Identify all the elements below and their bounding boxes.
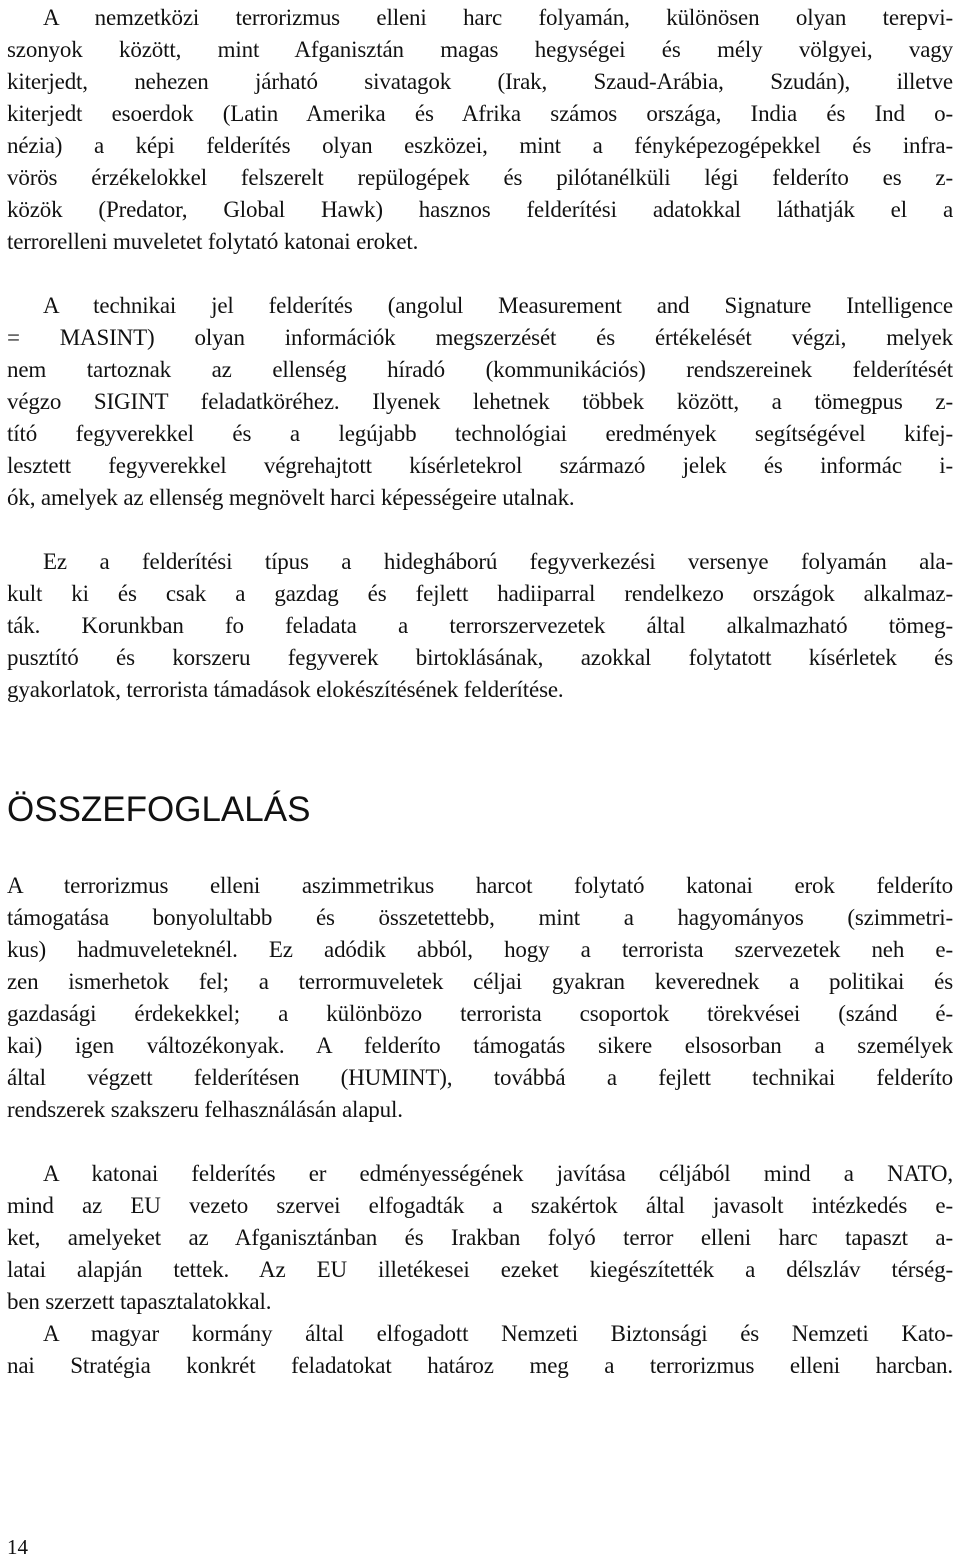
text-line: által végzett felderítésen (HUMINT), továbbá a fejlett technikai felderíto [7,1065,953,1090]
paragraph-reconnaissance-terrain [7,2,953,258]
text-line: pusztító és korszeru fegyverek birtoklásának, azokkal folytatott kísérletek és [7,645,953,670]
paragraph-hungarian-strategy [7,1318,953,1382]
text-line: gazdasági érdekekkel; a különbözo terrorista csoportok törekvései (szánd é- [7,1001,953,1026]
text-line: ket, amelyeket az Afganisztánban és Irakban folyó terror elleni harc tapaszt a- [7,1225,953,1250]
text-line: vörös érzékelokkel felszerelt repülogépek és pilótanélküli légi felderíto es z- [7,165,953,190]
text-line: szonyok között, mint Afganisztán magas hegységei és mély völgyei, vagy [7,37,953,62]
text-line: Ez a felderítési típus a hidegháború fegyverkezési versenye folyamán ala- [43,549,953,574]
text-line: ták. Korunkban fo feladata a terrorszervezetek által alkalmazható tömeg- [7,613,953,638]
page-number: 14 [7,1535,28,1559]
text-line: mind az EU vezeto szervei elfogadták a szakértok által javasolt intézkedés e- [7,1193,953,1218]
paragraph-masint [7,290,953,514]
text-line: A katonai felderítés er edményességének javítása céljából mind a NATO, [43,1161,953,1186]
text-line: = MASINT) olyan információk megszerzését és értékelését végzi, melyek [7,325,953,350]
text-line: gyakorlatok, terrorista támadások elokészítésének felderítése. [7,677,564,702]
section-heading: ÖSSZEFOGLALÁS [7,790,311,829]
text-line: latai alapján tettek. Az EU illetékesei ezeket kiegészítették a délszláv térség- [7,1257,953,1282]
text-line: nem tartoznak az ellenség híradó (kommunikációs) rendszereinek felderítését [7,357,953,382]
text-line: tító fegyverekkel és a legújabb technológiai eredmények segítségével kifej- [7,421,953,446]
paragraph-summary-asymmetric [7,870,953,1126]
text-line: terrorelleni muveletet folytató katonai eroket. [7,229,419,254]
text-line: nai Stratégia konkrét feladatokat határoz meg a terrorizmus elleni harcban. [7,1353,953,1378]
text-line: A magyar kormány által elfogadott Nemzeti Biztonsági és Nemzeti Kato- [43,1321,953,1346]
text-line: lesztett fegyverekkel végrehajtott kísérletekrol származó jelek és informác i- [7,453,953,478]
text-line: A terrorizmus elleni aszimmetrikus harcot folytató katonai erok felderíto [7,873,953,898]
paragraph-cold-war [7,546,953,706]
text-line: támogatása bonyolultabb és összetettebb, mint a hagyományos (szimmetri- [7,905,953,930]
text-line: zen ismerhetok fel; a terrormuveletek céljai gyakran keverednek a politikai és [7,969,953,994]
text-line: végzo SIGINT feladatköréhez. Ilyenek lehetnek többek között, a tömegpus z- [7,389,953,414]
text-line: kiterjedt esoerdok (Latin Amerika és Afrika számos országa, India és Ind o- [7,101,953,126]
text-line: kult ki és csak a gazdag és fejlett hadiiparral rendelkezo országok alkalmaz- [7,581,953,606]
paragraph-nato-eu [7,1158,953,1318]
text-line: közök (Predator, Global Hawk) hasznos felderítési adatokkal láthatják el a [7,197,953,222]
text-line: A technikai jel felderítés (angolul Measurement and Signature Intelligence [43,293,953,318]
text-line: rendszerek szakszeru felhasználásán alapul. [7,1097,403,1122]
text-line: ók, amelyek az ellenség megnövelt harci képességeire utalnak. [7,485,575,510]
text-line: kiterjedt, nehezen járható sivatagok (Irak, Szaud-Arábia, Szudán), illetve [7,69,953,94]
text-line: ben szerzett tapasztalatokkal. [7,1289,272,1314]
text-line: kus) hadmuveleteknél. Ez adódik abból, hogy a terrorista szervezetek neh e- [7,937,953,962]
text-line: A nemzetközi terrorizmus elleni harc folyamán, különösen olyan terepvi- [43,5,953,30]
text-line: kai) igen változékonyak. A felderíto támogatás sikere elsosorban a személyek [7,1033,953,1058]
text-line: nézia) a képi felderítés olyan eszközei, mint a fényképezogépekkel és infra- [7,133,953,158]
